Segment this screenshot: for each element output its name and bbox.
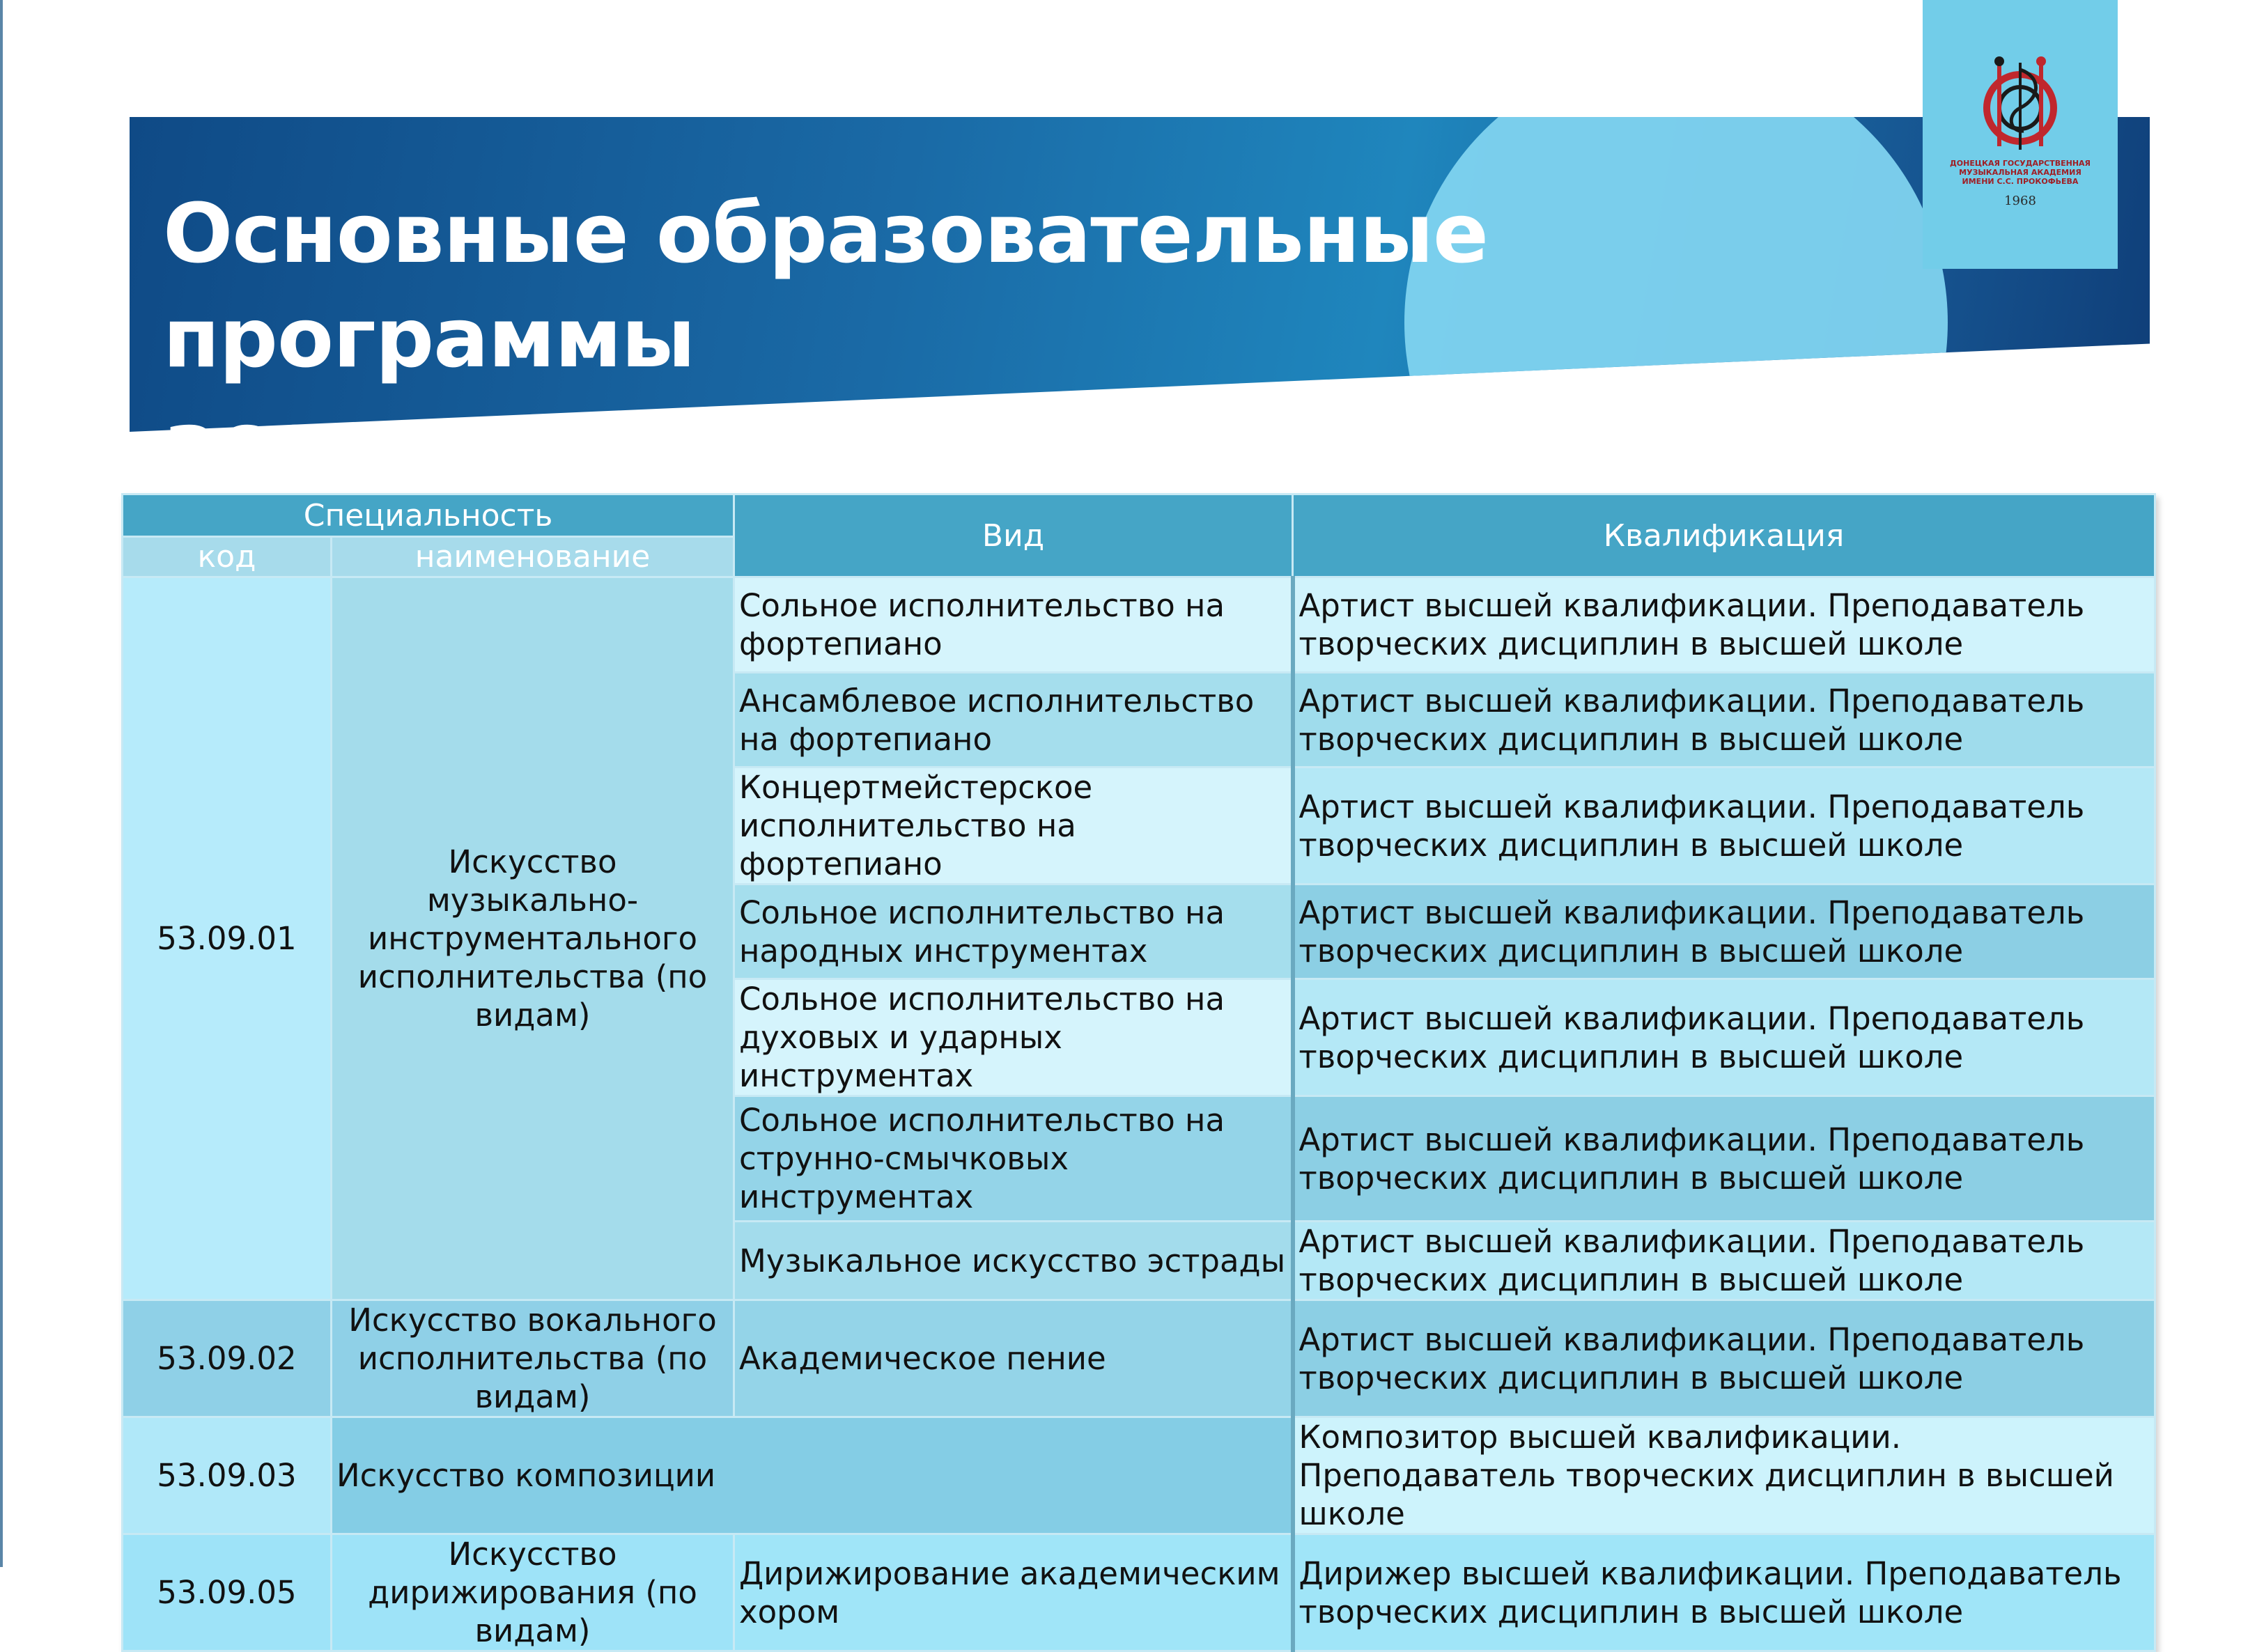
slide-left-edge: [0, 0, 3, 1567]
table-cell-qualification: Дирижер высшей квалификации. Преподаватель творческих дисциплин в высшей школе: [1293, 1534, 2155, 1651]
table-cell-code: 53.09.01: [123, 577, 332, 1300]
table-cell-code: 53.09.02: [123, 1300, 332, 1417]
academy-logo-icon: [1951, 56, 2090, 160]
table-cell-code: 53.09.05: [123, 1534, 332, 1651]
table-cell-kind: Музыкальное искусство эстрады: [734, 1222, 1293, 1300]
table-cell-qualification: Артист высшей квалификации. Преподаватель творческих дисциплин в высшей школе: [1293, 1222, 2155, 1300]
logo-caption-line: ИМЕНИ С.С. ПРОКОФЬЕВА: [1962, 177, 2079, 186]
table-cell-qualification: Артист высшей квалификации. Преподаватель творческих дисциплин в высшей школе: [1293, 979, 2155, 1096]
slide-title: [163, 181, 1974, 494]
table-cell-kind: Сольное исполнительство на струнно-смычковых инструментах: [734, 1096, 1293, 1222]
header-specialty: Специальность: [123, 494, 734, 537]
table-cell-qualification: Артист высшей квалификации. Преподаватель творческих дисциплин в высшей школе: [1293, 673, 2155, 767]
table-cell-qualification: Артист высшей квалификации. Преподаватель творческих дисциплин в высшей школе: [1293, 767, 2155, 885]
logo-year: 1968: [2004, 194, 2036, 208]
table-cell-kind: Ансамблевое исполнительство на фортепиано: [734, 673, 1293, 767]
logo-caption: [1937, 159, 2104, 186]
table-cell-name: Искусство композиции: [332, 1417, 1293, 1534]
table-cell-kind: Дирижирование академическим хором: [734, 1534, 1293, 1651]
table-cell-kind: Сольное исполнительство на духовых и ударных инструментах: [734, 979, 1293, 1096]
table-cell-kind: Академическое пение: [734, 1300, 1293, 1417]
table-cell-name: Искусство дирижирования (по видам): [332, 1534, 734, 1651]
table-cell-kind: Концертмейстерское исполнительство на фортепиано: [734, 767, 1293, 885]
programs-table: [121, 493, 2156, 1652]
table-cell-kind: Сольное исполнительство на фортепиано: [734, 577, 1293, 673]
table-cell-code: 53.09.03: [123, 1417, 332, 1534]
table-cell-qualification: Артист высшей квалификации. Преподаватель творческих дисциплин в высшей школе: [1293, 885, 2155, 979]
table-cell-name: Искусство вокального исполнительства (по видам): [332, 1300, 734, 1417]
logo-caption-line: МУЗЫКАЛЬНАЯ АКАДЕМИЯ: [1959, 168, 2081, 177]
table-cell-kind: Сольное исполнительство на народных инструментах: [734, 885, 1293, 979]
table-cell-qualification: Артист высшей квалификации. Преподаватель творческих дисциплин в высшей школе: [1293, 577, 2155, 673]
header-code: код: [123, 537, 332, 577]
table-cell-name: Искусство музыкально-инструментального исполнительства (по видам): [332, 577, 734, 1300]
logo-caption-line: ДОНЕЦКАЯ ГОСУДАРСТВЕННАЯ: [1949, 159, 2091, 168]
table-cell-qualification: Артист высшей квалификации. Преподаватель творческих дисциплин в высшей школе: [1293, 1300, 2155, 1417]
table-cell-qualification: Композитор высшей квалификации. Преподаватель творческих дисциплин в высшей школе: [1293, 1417, 2155, 1534]
header-name: наименование: [332, 537, 734, 577]
header-kind: Вид: [734, 494, 1293, 577]
logo-panel: [1923, 0, 2118, 269]
header-qualification: Квалификация: [1293, 494, 2155, 577]
slide-title-line-1: Основные образовательные программы: [163, 185, 1489, 386]
slide-title-line-2: ассистентуры-стажировки: [163, 394, 1407, 490]
table-cell-qualification: Артист высшей квалификации. Преподаватель творческих дисциплин в высшей школе: [1293, 1096, 2155, 1222]
